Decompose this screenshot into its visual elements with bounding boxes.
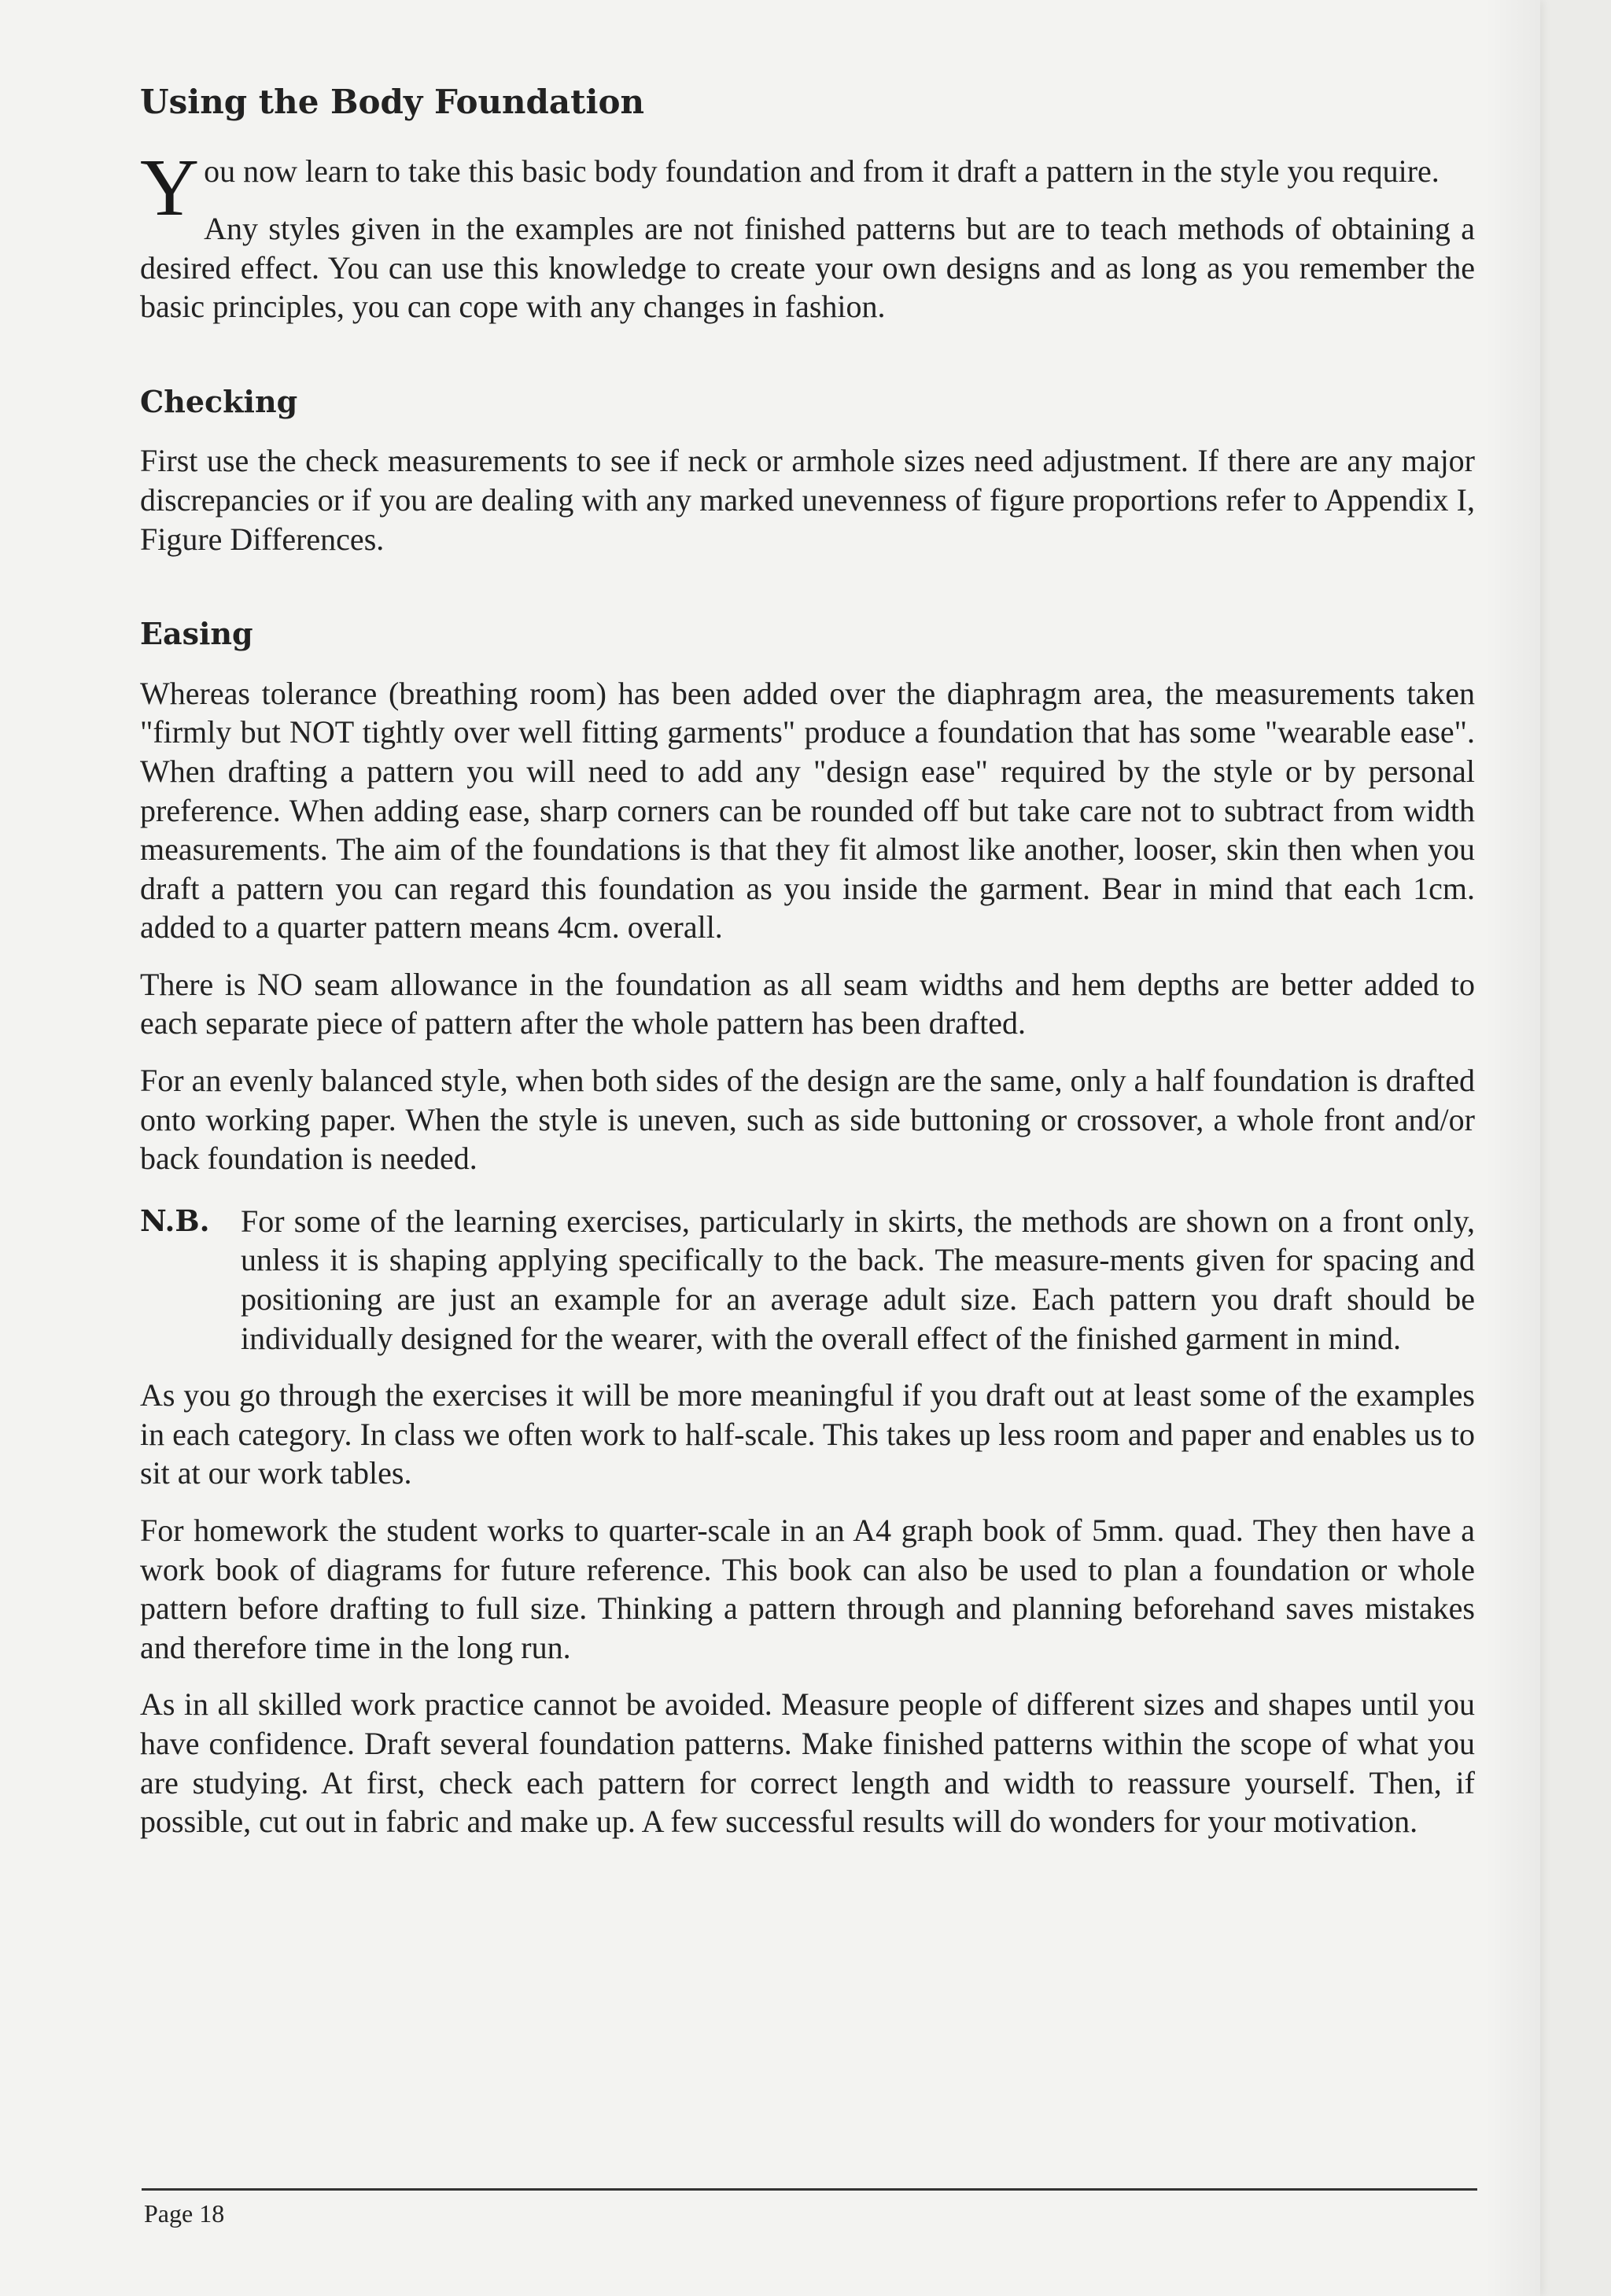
nota-bene-label: N.B. (140, 1203, 210, 1238)
page-title: Using the Body Foundation (140, 83, 645, 121)
page-edge-shadow (1485, 0, 1540, 2296)
intro-paragraph (140, 142, 1475, 234)
closing-paragraph-2: For homework the student works to quarter-scale in an A4 graph book of 5mm. quad. They then have a work book of diagrams for future reference. This book can also be used to plan a foundation or whole pattern before drafting to full size. Thinking a pattern through and planning beforehand saves mistakes and therefore time in the long run. (140, 1513, 1475, 1665)
footer-rule (142, 2188, 1477, 2191)
easing-paragraph-1: Whereas tolerance (breathing room) has been added over the diaphragm area, the measurements taken "firmly but NOT tightly over well fitting garments" produce a foundation that has some "wearable ease". When drafting a pattern you will need to add any "design ease" required by the style or by personal preference. When adding ease, sharp corners can be rounded off but take care not to subtract from width measurements. The aim of the foundations is that they fit almost like another, looser, skin then when you draft a pattern you can regard this foundation as you inside the garment. Bear in mind that each 1cm. added to a quarter pattern means 4cm. overall. (140, 675, 1475, 945)
easing-paragraph-3: For an evenly balanced style, when both sides of the design are the same, only a half foundation is drafted onto working paper. When the style is uneven, such as side buttoning or crossover, a whole front and/or back foundation is needed. (140, 1063, 1475, 1177)
easing-paragraph-2: There is NO seam allowance in the foundation as all seam widths and hem depths are better added to each separate piece of pattern after the whole pattern has been drafted. (140, 966, 1475, 1041)
section-spacer (140, 577, 1475, 616)
closing-paragraph-1: As you go through the exercises it will be more meaningful if you draft out at least some of the examples in each category. In class we often work to half-scale. This takes up less room and paper and enables us to sit at our work tables. (140, 1377, 1475, 1491)
intro-paragraph-2: Any styles given in the examples are not finished patterns but are to teach methods of obtaining a desired effect. You can use this knowledge to create your own designs and as long as you remember the basic principles, you can cope with any changes in fashion. (140, 210, 1475, 325)
nota-bene-text: For some of the learning exercises, particularly in skirts, the methods are shown on a front only, unless it is shaping applying specifically to the back. The measure-ments given for spacing and positioning are just an example for an average adult size. Each pattern you draft should be individually designed for the wearer, with the overall effect of the finished garment in mind. (241, 1203, 1475, 1356)
page-content (140, 83, 1475, 1859)
drop-cap: Y (140, 142, 200, 234)
nota-bene-block (140, 1202, 1475, 1358)
checking-heading: Checking (140, 383, 298, 419)
section-spacer (140, 345, 1475, 384)
checking-paragraph: First use the check measurements to see if neck or armhole sizes need adjustment. If there are any major discrepancies or if you are dealing with any marked unevenness of figure proportions refer to Appendix I, Figure Differences. (140, 443, 1475, 557)
intro-text: ou now learn to take this basic body foundation and from it draft a pattern in the style you require. (204, 153, 1440, 190)
easing-heading: Easing (140, 616, 253, 652)
page-number: Page 18 (144, 2199, 225, 2228)
closing-paragraph-3: As in all skilled work practice cannot be avoided. Measure people of different sizes and shapes until you have confidence. Draft several foundation patterns. Make finished patterns within the scope of what you are studying. At first, check each pattern for correct length and width to reassure yourself. Then, if possible, cut out in fabric and make up. A few successful results will do wonders for your motivation. (140, 1686, 1475, 1840)
